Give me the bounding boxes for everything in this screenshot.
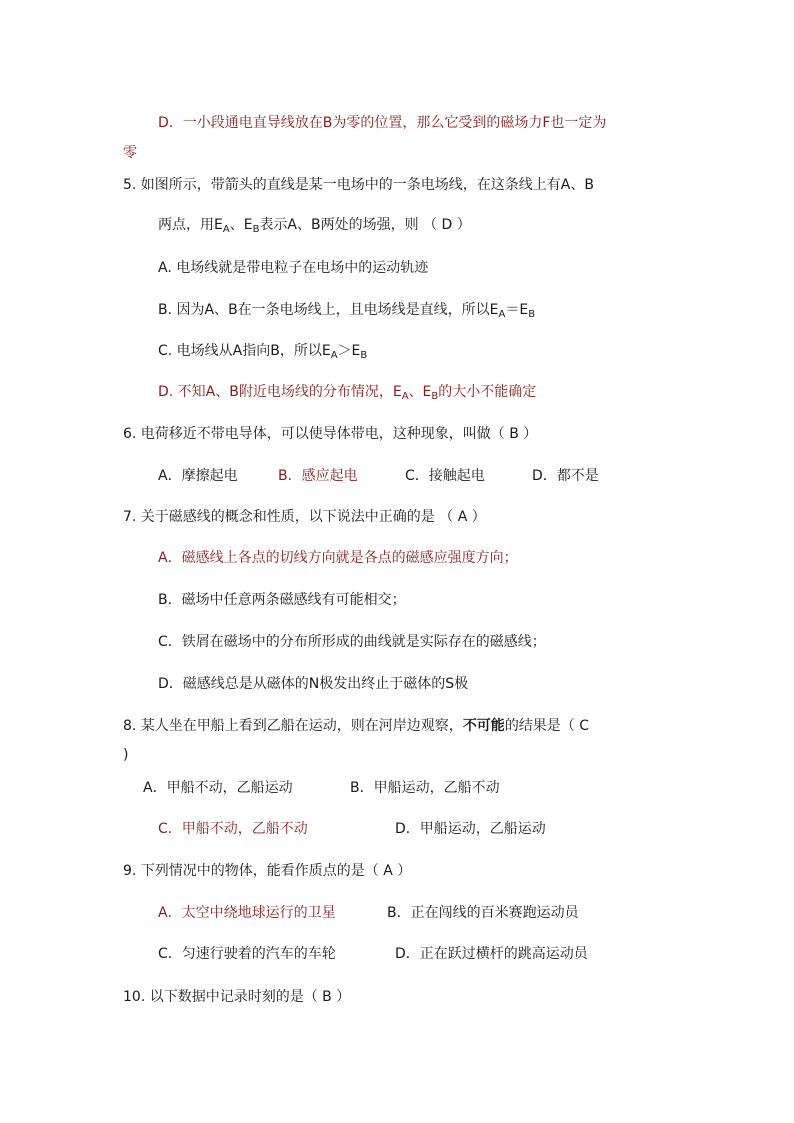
q5-option-b-text: B. 因为A、B在一条电场线上，且电场线是直线，所以E — [158, 302, 499, 318]
q6-option-d: D．都不是 — [532, 468, 599, 484]
q9-stem: 9. 下列情况中的物体，能看作质点的是（ A ） — [123, 863, 412, 879]
q10-stem: 10. 以下数据中记录时刻的是（ B ） — [123, 989, 351, 1005]
q5-stem-text: 两点，用E — [158, 217, 223, 233]
subscript-b: B — [528, 309, 536, 320]
q5-stem-line2 — [158, 215, 471, 240]
q4-option-d-line2: 零 — [123, 145, 137, 161]
q7-option-a: A．磁感线上各点的切线方向就是各点的磁感应强度方向； — [158, 550, 518, 566]
q8-stem — [123, 716, 589, 736]
q8-stem-text: 8. 某人坐在甲船上看到乙船在运动，则在河岸边观察， — [123, 718, 463, 734]
q7-option-d: D．磁感线总是从磁体的N极发出终止于磁体的S极 — [158, 676, 469, 692]
q4-option-d-line1: D．一小段通电直导线放在B为零的位置，那么它受到的磁场力F也一定为 — [158, 115, 607, 131]
q5-option-b — [158, 300, 535, 325]
q8-option-c: C．甲船不动，乙船不动 — [158, 821, 308, 837]
q9-option-b: B．正在闯线的百米赛跑运动员 — [387, 905, 579, 921]
q5-option-d-text: 、E — [408, 384, 432, 400]
q6-option-b: B．感应起电 — [278, 468, 358, 484]
subscript-a: A — [498, 309, 506, 320]
q8-stem-emphasis: 不可能 — [462, 718, 505, 734]
q5-stem-line1: 5. 如图所示，带箭头的直线是某一电场中的一条电场线，在这条线上有A、B — [123, 177, 594, 193]
q9-option-c: C．匀速行驶着的汽车的车轮 — [158, 946, 336, 962]
q8-option-a: A．甲船不动，乙船运动 — [143, 780, 293, 796]
q5-option-d-text: D. 不知A、B附近电场线的分布情况，E — [158, 384, 402, 400]
q8-option-b: B．甲船运动，乙船不动 — [350, 780, 500, 796]
q5-option-c — [158, 341, 367, 366]
q5-option-b-text: ＝E — [505, 302, 529, 318]
q8-option-d: D．甲船运动，乙船运动 — [395, 821, 546, 837]
q9-option-a: A．太空中绕地球运行的卫星 — [158, 905, 336, 921]
q6-option-c: C．接触起电 — [405, 468, 485, 484]
q5-stem-text: 、E — [229, 217, 253, 233]
q6-option-a: A．摩擦起电 — [158, 468, 238, 484]
subscript-b: B — [252, 224, 260, 235]
subscript-a: A — [401, 391, 409, 402]
q7-option-c: C．铁屑在磁场中的分布所形成的曲线就是实际存在的磁感线； — [158, 634, 546, 650]
q7-stem: 7. 关于磁感线的概念和性质，以下说法中正确的是 （ A ） — [123, 509, 486, 525]
subscript-b: B — [360, 350, 368, 361]
q5-option-d — [158, 382, 536, 407]
q8-stem-line2: ) — [123, 747, 129, 763]
q5-option-a: A. 电场线就是带电粒子在电场中的运动轨迹 — [158, 260, 429, 276]
q5-stem-text: 表示A、B两处的场强，则 （ D ） — [259, 217, 471, 233]
q9-option-d: D．正在跃过横杆的跳高运动员 — [395, 946, 588, 962]
subscript-a: A — [222, 224, 230, 235]
subscript-b: B — [431, 391, 439, 402]
q5-option-c-text: C. 电场线从A指向B，所以E — [158, 343, 331, 359]
q8-stem-text: 的结果是（ C — [504, 718, 590, 734]
q5-option-c-text: ＞E — [337, 343, 361, 359]
subscript-a: A — [330, 350, 338, 361]
q6-stem: 6. 电荷移近不带电导体，可以使导体带电，这种现象，叫做（ B ） — [123, 426, 538, 442]
q7-option-b: B．磁场中任意两条磁感线有可能相交； — [158, 592, 406, 608]
q5-option-d-text: 的大小不能确定 — [438, 384, 537, 400]
